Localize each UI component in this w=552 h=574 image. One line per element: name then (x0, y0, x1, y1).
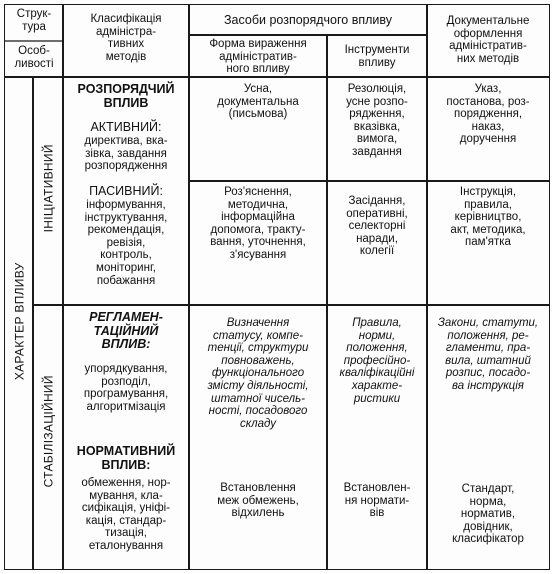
pasyvnyi-text: інформування, інструктування, рекомендація, ревізія, контроль, моніторинг, побажання (84, 199, 168, 287)
row-1a-forma-cell (188, 76, 328, 182)
row-1a-instr-cell (326, 76, 428, 182)
pasyvnyi-title: ПАСИВНИЙ: (89, 184, 163, 198)
header-forma-cell (188, 34, 328, 78)
dok-1: Указ, постанова, роз- порядження, наказ, доручення (446, 83, 530, 146)
header-zasoby-cell (188, 4, 428, 36)
row-stabil-dok-cell (426, 304, 550, 570)
header-dokumentalne-cell (426, 4, 550, 78)
dok-2: Інструкція, правила, керівництво, акт, методика, пам'ятка (450, 186, 526, 249)
row-rozporiadchyi-class-cell (62, 76, 190, 306)
forma-2: Роз'яснення, методична, інформаційна допомога, тракту- вання, уточнення, з'ясування (210, 186, 306, 261)
header-instrumenty-cell (326, 34, 428, 78)
side-kharakter-cell (4, 76, 34, 570)
side-kharakter-label: ХАРАКТЕР ВПЛИВУ (12, 262, 27, 381)
rehl-instr: Правила, норми, положення, професійно- кваліфікаційні характе- ристики (339, 317, 415, 405)
row-1b-forma-cell (188, 180, 328, 306)
rehl-dok: Закони, статути, положення, ре- гламенти, пра- вила, штатний розпис, посадо- ва інструкція (437, 317, 539, 392)
aktyvnyi-text: директива, вка- зівка, завдання розпорядження (84, 135, 168, 173)
row-1a-dok-cell (426, 76, 550, 182)
row-stabil-forma-cell (188, 304, 328, 570)
normatyvnyi-text: обмеження, нор- мування, кла- сифікація, уніфі- кація, стандар- тизація, еталонування (81, 477, 171, 552)
row-1b-dok-cell (426, 180, 550, 306)
instr-2: Засідання, оперативні, селекторні наради, колегії (346, 195, 408, 258)
instr-1: Резолюція, усне розпо- рядження, вказівка, вимога, завдання (346, 83, 408, 158)
aktyvnyi-title: АКТИВНИЙ: (90, 120, 162, 134)
rehl-forma: Визначення статусу, компе- тенції, структури повноважень, функціонального змісту діяльності, штатної чисель- ності, посадового складу (207, 317, 309, 430)
header-classification-cell (62, 4, 190, 78)
header-zasoby: Засоби розпорядчого впливу (223, 13, 393, 27)
row-stabil-class-cell (62, 304, 190, 570)
side-stabilizatsiinyi-cell (32, 304, 64, 570)
side-initsiatyvnyi-cell (32, 76, 64, 306)
row-stabil-instr-cell (326, 304, 428, 570)
header-klasyfikatsiia: Класифікація адміністра- тивних методів (90, 13, 162, 63)
norm-dok: Стандарт, норма, норматив, довідник, класифікатор (452, 483, 524, 546)
header-forma: Форма вираження адміністратив- ного впливу (209, 38, 307, 75)
forma-1: Усна, документальна (письмова) (217, 83, 299, 121)
rozporiadchyi-title: РОЗПОРЯДЧИЙ ВПЛИВ (77, 82, 175, 110)
rehlamentatsiinyi-title: РЕГЛАМЕН- ТАЦІЙНИЙ ВПЛИВ: (89, 310, 163, 351)
normatyvnyi-title: НОРМАТИВНИЙ ВПЛИВ: (76, 444, 176, 472)
side-initsiatyvnyi-label: ІНІЦІАТИВНИЙ (41, 144, 56, 233)
rehlamentatsiinyi-text: упорядкування, розподіл, програмування, алгоритмізація (83, 363, 169, 413)
header-dokumentalne: Документальне оформлення адміністратив- них методів (446, 15, 530, 65)
corner-header-cell (4, 4, 64, 78)
norm-instr: Встановлен- ня нормати- вів (343, 482, 411, 520)
row-1b-instr-cell (326, 180, 428, 306)
header-struktura: Струк- тура (16, 8, 52, 33)
header-instrumenty: Інструменти впливу (344, 44, 410, 69)
side-stabilizatsiinyi-label: СТАБІЛІЗАЦІЙНИЙ (41, 375, 56, 488)
norm-forma: Встановлення меж обмежень, відхилень (217, 482, 299, 520)
header-osoblyvosti: Особ- ливості (14, 45, 54, 70)
